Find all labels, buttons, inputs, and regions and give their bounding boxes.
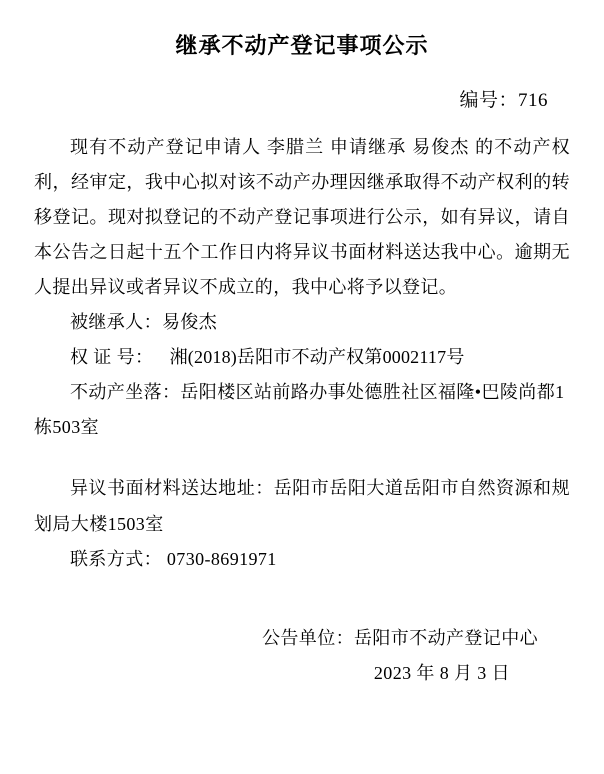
field-certificate-number-label: 权 证 号： xyxy=(70,347,154,368)
document-number: 编号：716 xyxy=(459,89,548,111)
field-inheritee-value: 易俊杰 xyxy=(162,312,218,333)
page-title: 继承不动产登记事项公示 xyxy=(175,33,429,58)
field-inheritee xyxy=(34,305,570,340)
field-certificate-number xyxy=(34,340,570,375)
contact-phone: 联系方式： 0730-8691971 xyxy=(70,548,277,569)
field-property-location-label: 不动产坐落： xyxy=(70,382,181,403)
spacer-block xyxy=(34,445,570,471)
notice-body-paragraph: 现有不动产登记申请人 李腊兰 申请继承 易俊杰 的不动产权利，经审定，我中心拟对该不动产办理因继承取得不动产权利的转移登记。现对拟登记的不动产登记事项进行公示，如有异议，请自本公告之日起十五个工作日内将异议书面材料送达我中心。逾期无人提出异议或者异议不成立的，我中心将予以登记。 xyxy=(34,136,570,297)
field-property-location xyxy=(34,375,570,445)
issuing-unit: 公告单位：岳阳市不动产登记中心 xyxy=(262,627,538,648)
field-property-location-value: 岳阳楼区站前路办事处德胜社区福隆•巴陵尚都1栋503室 xyxy=(34,382,565,438)
issue-date: 2023 年 8 月 3 日 xyxy=(373,662,510,683)
field-certificate-number-value: 湘(2018)岳阳市不动产权第0002117号 xyxy=(169,347,465,368)
signature-block xyxy=(34,621,570,691)
objection-delivery-address: 异议书面材料送达地址：岳阳市岳阳大道岳阳市自然资源和规划局大楼1503室 xyxy=(34,478,570,534)
field-inheritee-label: 被继承人： xyxy=(70,312,162,333)
